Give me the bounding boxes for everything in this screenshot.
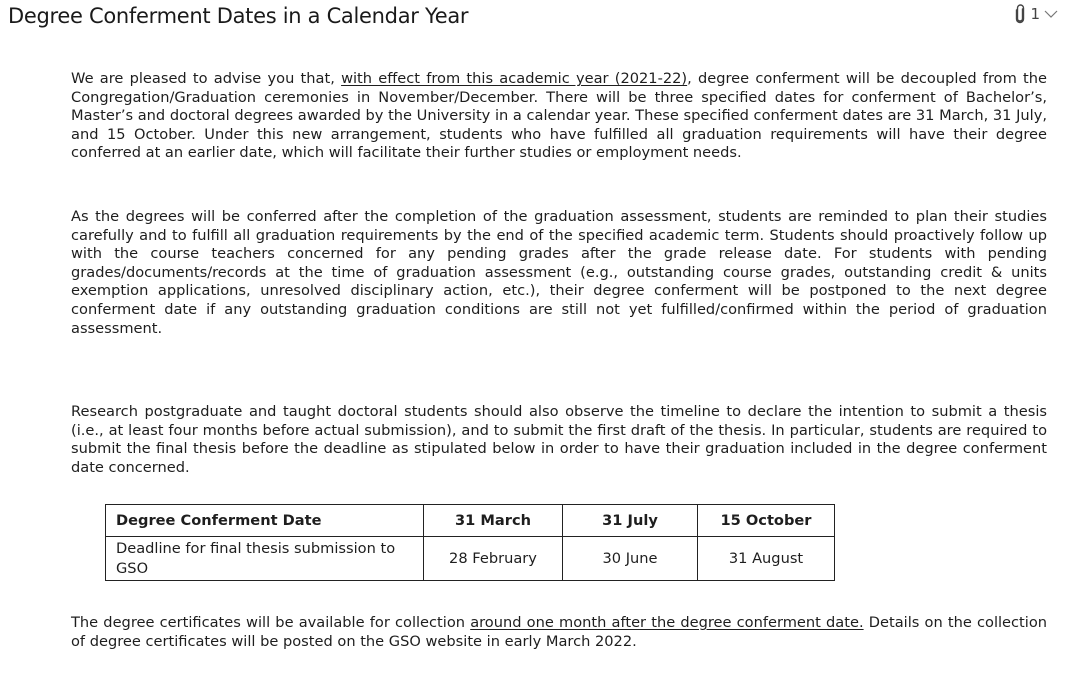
attachment-count: 1 bbox=[1030, 5, 1040, 23]
paragraph-effective-date bbox=[71, 70, 1047, 163]
paragraph-certificate-collection bbox=[71, 614, 1047, 651]
table-header-cell: Degree Conferment Date bbox=[106, 505, 424, 537]
text: Details on the collection of degree certificates will be posted on the GSO website in early March 2022. bbox=[71, 614, 1048, 650]
underlined-collection-timing: around one month after the degree conferment date. bbox=[470, 614, 864, 631]
underlined-effective-year: with effect from this academic year (2021-22) bbox=[341, 70, 688, 87]
table-header-cell: 31 July bbox=[563, 505, 698, 537]
table-cell: 30 June bbox=[563, 537, 698, 581]
conferment-dates-table bbox=[105, 504, 835, 581]
paragraph-thesis-submission: Research postgraduate and taught doctoral students should also observe the timeline to declare the intention to submit a thesis (i.e., at least four months before actual submission), and to submit the first draft of the thesis. In particular, students are required to submit the final thesis before the deadline as stipulated below in order to have their graduation included in the degree conferment date concerned. bbox=[71, 403, 1047, 476]
table-header-cell: 15 October bbox=[698, 505, 835, 537]
table-cell: Deadline for final thesis submission to GSO bbox=[106, 537, 424, 581]
table-header-row bbox=[106, 505, 835, 537]
paragraph-graduation-assessment: As the degrees will be conferred after the completion of the graduation assessment, students are reminded to plan their studies carefully and to fulfill all graduation requirements by the end of the specified academic term. Students should proactively follow up with the course teachers concerned for any pending grades after the grade release date. For students with pending grades/documents/records at the time of graduation assessment (e.g., outstanding course grades, outstanding credit & units exemption applications, unresolved disciplinary action, etc.), their degree conferment will be postponed to the next degree conferment date if any outstanding graduation conditions are still not yet fulfilled/confirmed within the period of graduation assessment. bbox=[71, 208, 1047, 337]
table-cell: 31 August bbox=[698, 537, 835, 581]
text: , degree conferment will be decoupled from the Congregation/Graduation ceremonies in November/December. There will be three specified dates for conferment of Bachelor’s, Master’s and doctoral degrees awarded by the University in a calendar year. These specified conferment dates are 31 March, 31 July, and 15 October. Under this new arrangement, students who have fulfilled all graduation requirements will have their degree conferred at an earlier date, which will facilitate their further studies or employment needs. bbox=[71, 70, 1047, 162]
chevron-down-icon[interactable] bbox=[1044, 9, 1058, 19]
attachments-button[interactable] bbox=[1014, 4, 1058, 24]
table-header-cell: 31 March bbox=[424, 505, 563, 537]
email-subject: Degree Conferment Dates in a Calendar Year bbox=[8, 4, 469, 28]
table-cell: 28 February bbox=[424, 537, 563, 581]
paperclip-icon bbox=[1014, 4, 1026, 24]
table-row bbox=[106, 537, 835, 581]
text: We are pleased to advise you that, bbox=[71, 70, 342, 87]
email-header bbox=[0, 0, 1080, 40]
text: The degree certificates will be available for collection bbox=[71, 614, 471, 631]
